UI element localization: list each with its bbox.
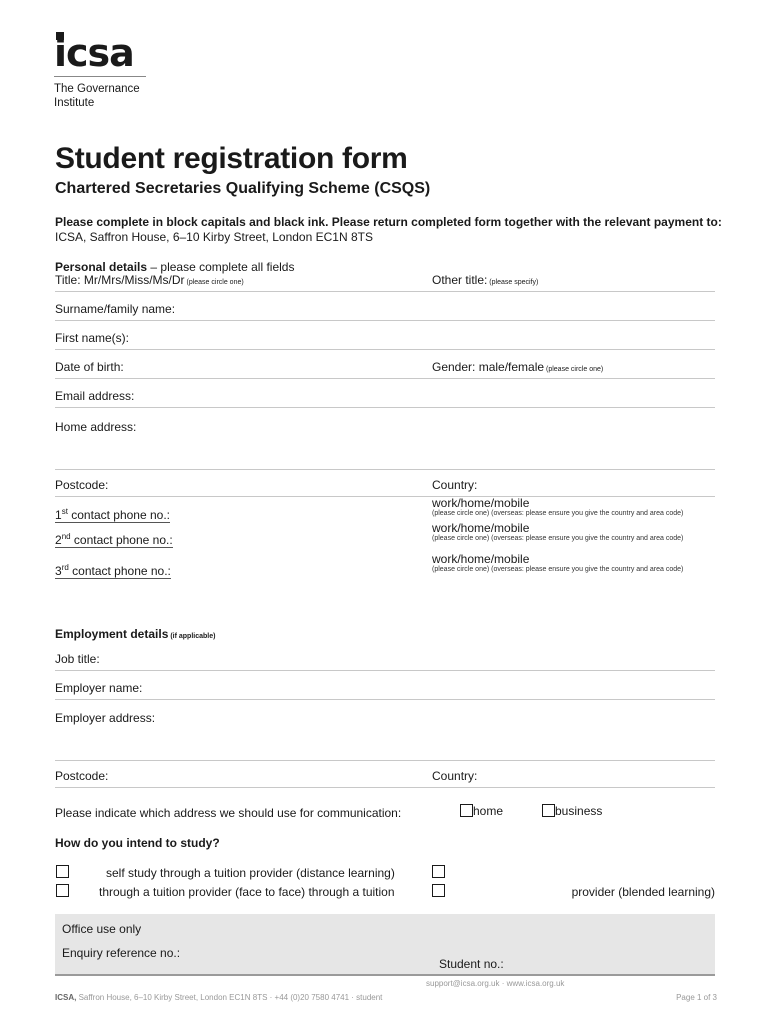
phone-3-field[interactable] bbox=[55, 552, 715, 583]
date-of-birth-label: Date of birth: bbox=[55, 360, 124, 374]
logo-divider bbox=[54, 76, 146, 77]
icsa-logo bbox=[54, 32, 154, 110]
phone-3-hint: (please circle one) (overseas: please ensure you give the country and area code) bbox=[432, 566, 684, 573]
logo-subtitle bbox=[54, 82, 154, 110]
logo-word: icsa bbox=[54, 31, 134, 75]
study-blended-checkbox[interactable] bbox=[432, 884, 445, 897]
phone-3-label: 3rd contact phone no.: bbox=[55, 563, 171, 578]
study-row-2-tail: provider (blended learning) bbox=[571, 885, 715, 899]
job-title-label: Job title: bbox=[55, 652, 100, 666]
job-title-field[interactable] bbox=[55, 649, 715, 671]
employer-postcode-field[interactable] bbox=[55, 766, 715, 788]
business-checkbox[interactable] bbox=[542, 804, 555, 817]
home-checkbox[interactable] bbox=[460, 804, 473, 817]
study-row-1 bbox=[55, 865, 715, 883]
page-number: Page 1 of 3 bbox=[676, 993, 717, 1002]
phone-1-type-options[interactable]: work/home/mobile bbox=[432, 496, 530, 510]
employer-address-label: Employer address: bbox=[55, 711, 156, 725]
phone-2-type-options[interactable]: work/home/mobile bbox=[432, 521, 530, 535]
other-title-label: Other title: (please specify) bbox=[432, 273, 539, 287]
email-label: Email address: bbox=[55, 389, 135, 403]
title-label: Title: Mr/Mrs/Miss/Ms/Dr (please circle one) bbox=[55, 273, 244, 287]
country-label: Country: bbox=[432, 478, 478, 492]
date-of-birth-field[interactable] bbox=[55, 357, 715, 379]
page-subtitle: Chartered Secretaries Qualifying Scheme (CSQS) bbox=[55, 180, 431, 197]
home-address-field[interactable] bbox=[55, 418, 715, 470]
home-postcode-field[interactable] bbox=[55, 475, 715, 497]
employer-address-field[interactable] bbox=[55, 709, 715, 761]
intro-bold: Please complete in block capitals and black ink. Please return completed form together with the relevant payment to: bbox=[55, 215, 722, 229]
phone-1-label: 1st contact phone no.: bbox=[55, 507, 170, 522]
study-self-checkbox[interactable] bbox=[56, 865, 69, 878]
employer-country-label: Country: bbox=[432, 769, 478, 783]
surname-label: Surname/family name: bbox=[55, 302, 176, 316]
first-name-field[interactable] bbox=[55, 328, 715, 350]
enquiry-reference-label: Enquiry reference no.: bbox=[62, 946, 181, 960]
intro-address: ICSA, Saffron House, 6–10 Kirby Street, London EC1N 8TS bbox=[55, 230, 373, 244]
footer-address: ICSA, Saffron House, 6–10 Kirby Street, London EC1N 8TS · +44 (0)20 7580 4741 · student bbox=[55, 993, 383, 1002]
logo-line-1: The Governance bbox=[54, 83, 140, 95]
logo-line-2: Institute bbox=[54, 97, 95, 109]
employer-postcode-label: Postcode: bbox=[55, 769, 109, 783]
home-address-label: Home address: bbox=[55, 420, 137, 434]
email-field[interactable] bbox=[55, 386, 715, 408]
footer-contact: support@icsa.org.uk · www.icsa.org.uk bbox=[426, 979, 565, 988]
study-row-2 bbox=[55, 884, 715, 902]
postcode-label: Postcode: bbox=[55, 478, 109, 492]
phone-2-field[interactable] bbox=[55, 521, 715, 552]
study-distance-checkbox[interactable] bbox=[432, 865, 445, 878]
study-row-1-text: self study through a tuition provider (distance learning) bbox=[106, 866, 395, 880]
employer-name-field[interactable] bbox=[55, 678, 715, 700]
phone-2-label: 2nd contact phone no.: bbox=[55, 532, 173, 547]
logo-mark bbox=[54, 31, 154, 75]
first-name-label: First name(s): bbox=[55, 331, 130, 345]
phone-2-hint: (please circle one) (overseas: please ensure you give the country and area code) bbox=[432, 535, 684, 542]
communication-home-option[interactable]: home bbox=[460, 804, 503, 818]
title-field[interactable] bbox=[55, 270, 715, 292]
intro-instructions bbox=[55, 215, 735, 245]
office-use-heading: Office use only bbox=[62, 922, 142, 936]
communication-question: Please indicate which address we should use for communication: bbox=[55, 806, 402, 820]
study-question: How do you intend to study? bbox=[55, 836, 220, 850]
employer-name-label: Employer name: bbox=[55, 681, 143, 695]
personal-details-heading: Personal details – please complete all fields bbox=[55, 260, 295, 274]
surname-field[interactable] bbox=[55, 299, 715, 321]
page-title: Student registration form bbox=[55, 142, 408, 175]
office-use-panel bbox=[55, 914, 715, 976]
employment-details-heading: Employment details (if applicable) bbox=[55, 627, 216, 641]
gender-label: Gender: male/female (please circle one) bbox=[432, 360, 604, 374]
study-row-2-text: through a tuition provider (face to face) through a tuition bbox=[99, 885, 395, 899]
student-number-label: Student no.: bbox=[439, 957, 504, 971]
communication-business-option[interactable]: business bbox=[542, 804, 602, 818]
phone-1-hint: (please circle one) (overseas: please ensure you give the country and area code) bbox=[432, 510, 684, 517]
phone-3-type-options[interactable]: work/home/mobile bbox=[432, 552, 530, 566]
study-face-to-face-checkbox[interactable] bbox=[56, 884, 69, 897]
